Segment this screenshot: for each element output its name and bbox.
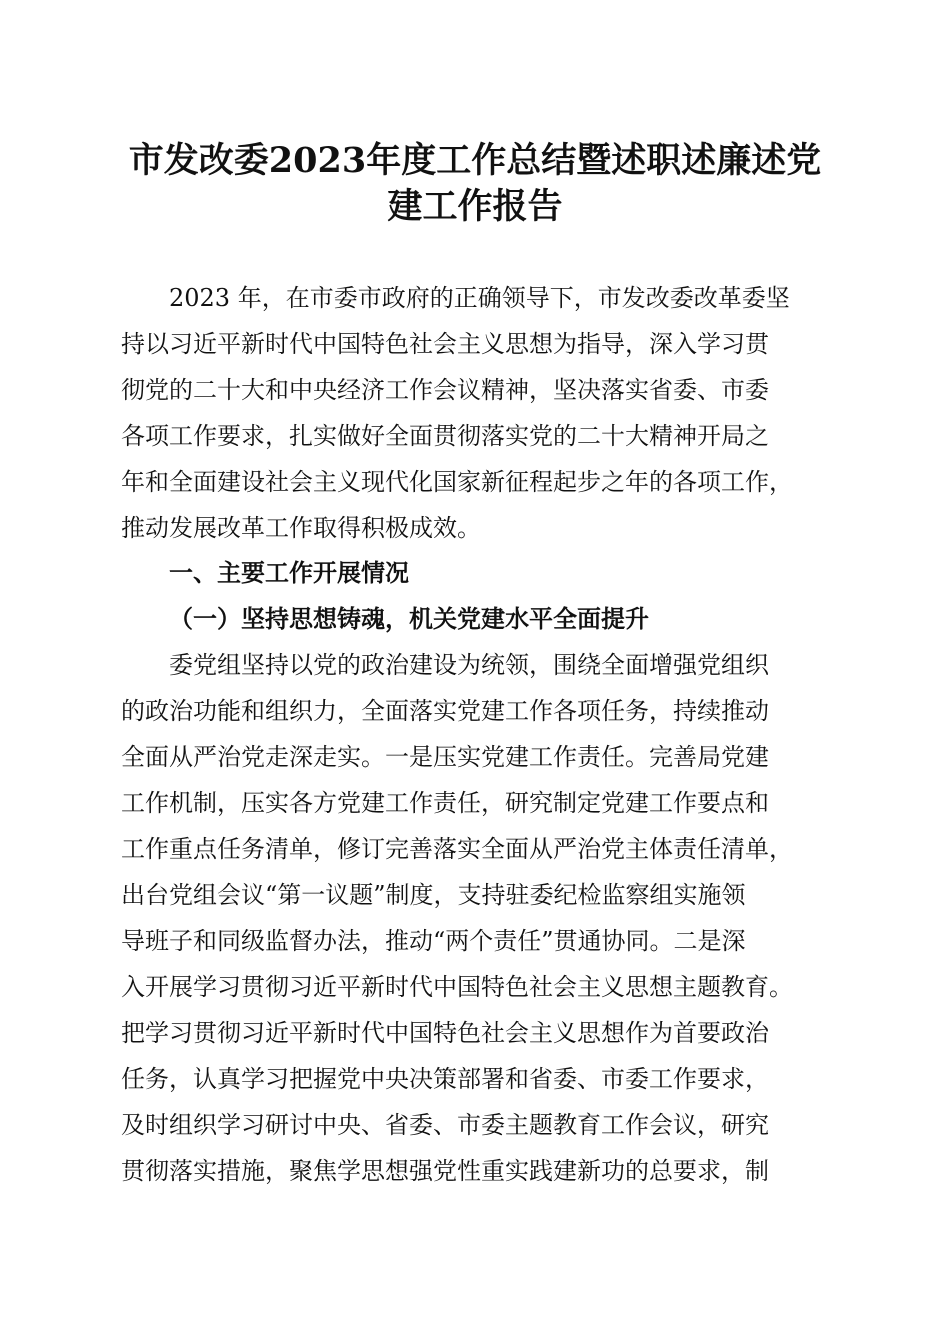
body-line: 年和全面建设社会主义现代化国家新征程起步之年的各项工作，: [121, 468, 793, 496]
body-line: 贯彻落实措施，聚焦学思想强党性重实践建新功的总要求，制: [121, 1157, 769, 1185]
body-line: 委党组坚持以党的政治建设为统领，围绕全面增强党组织: [169, 651, 769, 679]
body-line: 持以习近平新时代中国特色社会主义思想为指导，深入学习贯: [121, 330, 769, 358]
body-line: 推动发展改革工作取得积极成效。: [121, 514, 481, 542]
body-line: 2023 年，在市委市政府的正确领导下，市发改委改革委坚: [169, 284, 790, 312]
document-title-line-2: 建工作报告: [387, 186, 563, 227]
document-title-line-1: 市发改委2023年度工作总结暨述职述廉述党: [128, 140, 822, 181]
body-line: 工作重点任务清单，修订完善落实全面从严治党主体责任清单，: [121, 835, 793, 863]
body-line: 入开展学习贯彻习近平新时代中国特色社会主义思想主题教育。: [121, 973, 793, 1001]
body-line: 任务，认真学习把握党中央决策部署和省委、市委工作要求，: [121, 1065, 769, 1093]
body-line: 出台党组会议“第一议题”制度，支持驻委纪检监察组实施领: [121, 881, 746, 909]
body-line: 全面从严治党走深走实。一是压实党建工作责任。完善局党建: [121, 743, 769, 771]
subsection-heading: （一）坚持思想铸魂，机关党建水平全面提升: [169, 604, 649, 633]
body-line: 彻党的二十大和中央经济工作会议精神，坚决落实省委、市委: [121, 376, 769, 404]
body-line: 导班子和同级监督办法，推动“两个责任”贯通协同。二是深: [121, 927, 746, 955]
body-line: 把学习贯彻习近平新时代中国特色社会主义思想作为首要政治: [121, 1019, 769, 1047]
section-heading: 一、主要工作开展情况: [169, 559, 409, 587]
body-line: 及时组织学习研讨中央、省委、市委主题教育工作会议，研究: [121, 1111, 769, 1139]
body-line: 的政治功能和组织力，全面落实党建工作各项任务，持续推动: [121, 697, 769, 725]
body-line: 各项工作要求，扎实做好全面贯彻落实党的二十大精神开局之: [121, 422, 769, 450]
body-line: 工作机制，压实各方党建工作责任，研究制定党建工作要点和: [121, 789, 769, 817]
